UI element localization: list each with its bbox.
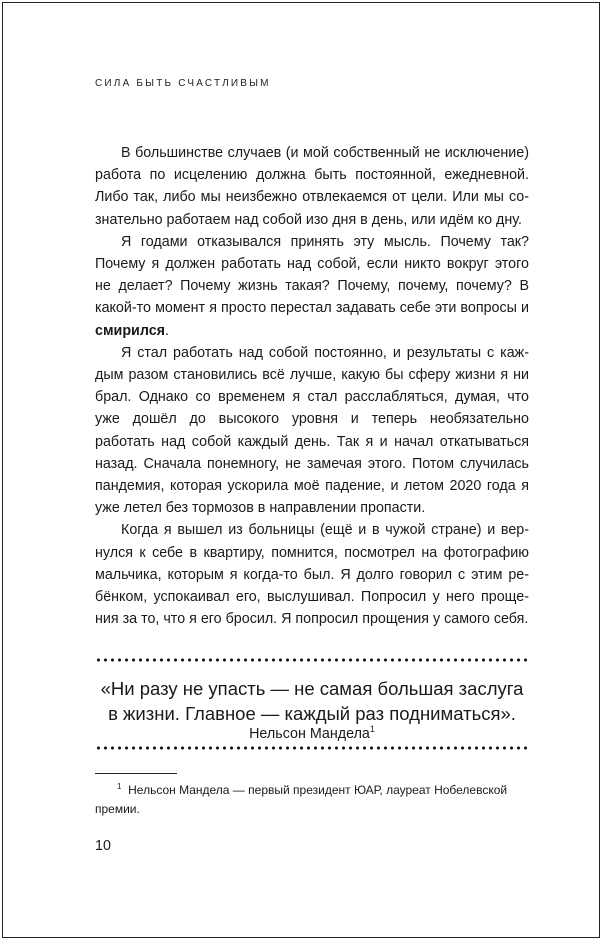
page-number: 10 (95, 838, 111, 854)
epigraph-quote (95, 676, 529, 726)
paragraph-2-end: . (165, 322, 170, 339)
paragraph-3: Я стал работать над собой постоянно, и результаты с каждым разом становились всё лучше, какую бы сферу жизни я ни брал. Однако со временем я стал расслабляться, думая, что уже дошёл до высокого уровня и теперь необязательно работать над собой каждый день. Так я и начал откатываться назад. Сначала понемногу, не замечая этого. Потом случилась пандемия, которая ускорила моё падение, и летом 2020 года я уже летел без тормозов в направлении пропасти. (95, 344, 529, 517)
paragraph-2-bold-word: смирился (95, 322, 166, 339)
footnote-text: Нельсон Мандела — первый президент ЮАР, лауреат Нобелевской премии. (95, 783, 508, 816)
running-head: СИЛА БЫТЬ СЧАСТЛИВЫМ (95, 78, 271, 89)
paragraph-4: Когда я вышел из больницы (ещё и в чужой стране) и вернулся к себе в квартиру, помнится, посмотрел на фотографию мальчика, которым я когда-то был. Я долго говорил с этим ребёнком, успокаивал его, выслушивал. Попросил у него прощения за то, что я его бросил. Я попросил прощения у самого себя. (95, 522, 529, 628)
footnote-reference[interactable]: 1 (369, 724, 375, 735)
paragraph-2-text: Я годами отказывался принять эту мысль. Почему так? Почему я должен работать над собой, если никто вокруг этого не делает? Почему жизнь такая? Почему, почему, почему? В какой-то момент я просто перестал задавать себе эти вопросы и (95, 233, 529, 317)
quote-line-1: «Ни разу не упасть — не самая большая заслуга (100, 678, 524, 699)
footnote (95, 781, 529, 819)
quote-bottom-dotted-divider (95, 746, 529, 750)
quote-top-dotted-divider (95, 658, 529, 662)
paragraph-1: В большинстве случаев (и мой собственный не исключение) работа по исцелению должна быть постоянной, ежедневной. Либо так, либо мы неизбежно отвлекаемся от цели. Или мы сознательно работаем над собой изо дня в день, или идём ко дну. (95, 145, 529, 228)
footnote-rule (95, 773, 177, 774)
paragraph-2 (95, 231, 529, 342)
quote-author-name: Нельсон Мандела (249, 726, 370, 742)
quote-author (95, 726, 529, 742)
footnote-mark: 1 (117, 782, 122, 791)
quote-line-2: в жизни. Главное — каждый раз подниматься». (108, 703, 516, 724)
body-text (95, 142, 529, 630)
